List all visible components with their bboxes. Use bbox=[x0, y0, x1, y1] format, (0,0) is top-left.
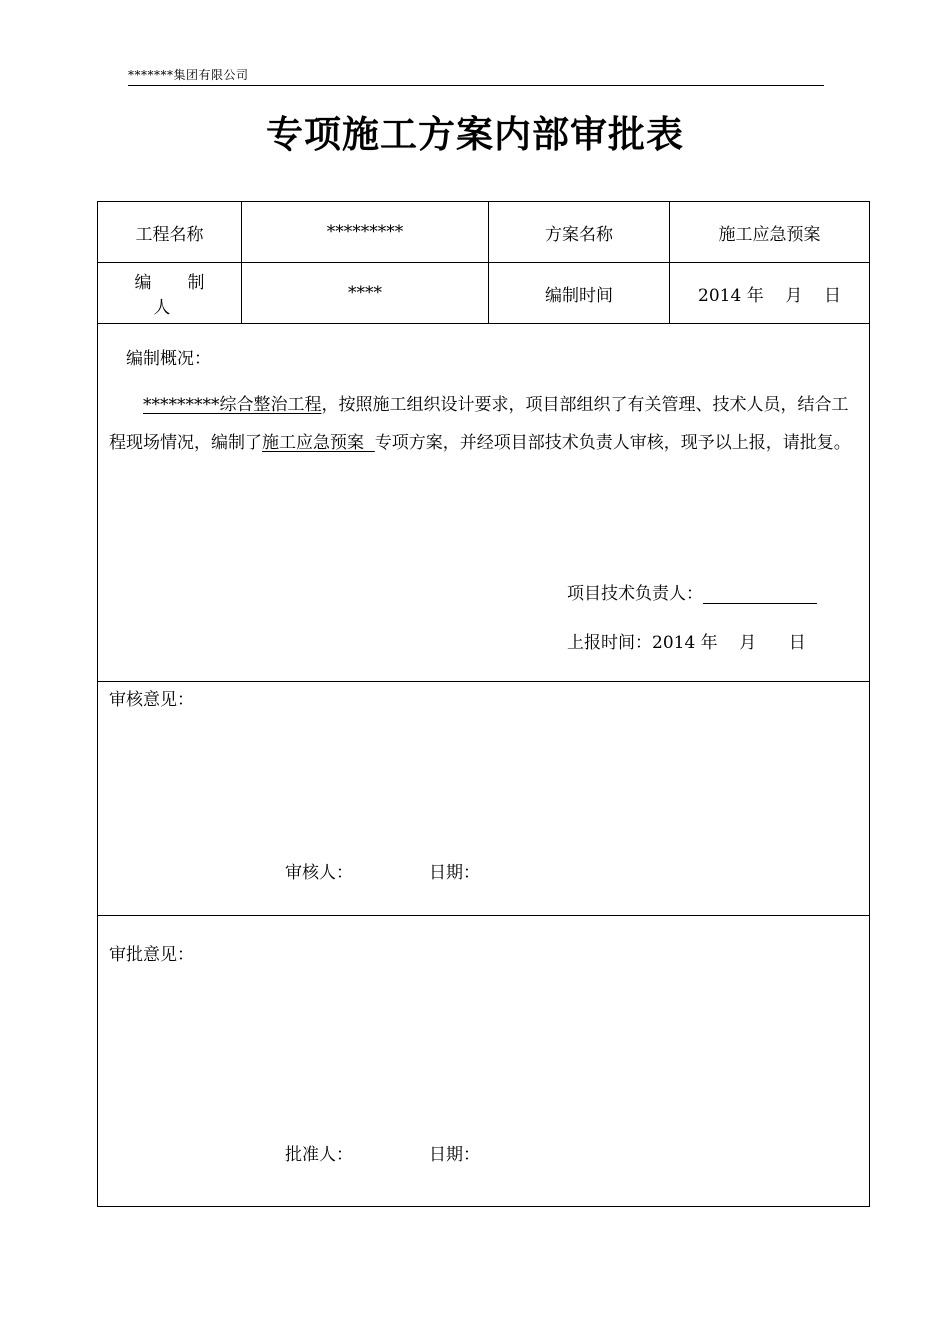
overview-text bbox=[109, 386, 861, 462]
review-date-label: 日期： bbox=[429, 863, 480, 883]
review-section bbox=[98, 682, 870, 916]
approval-heading: 审批意见： bbox=[109, 945, 194, 965]
compile-time-label: 编制时间 bbox=[489, 263, 670, 324]
author-label: 编 制 人 bbox=[134, 273, 220, 318]
project-name-label: 工程名称 bbox=[98, 202, 242, 263]
plan-name-label: 方案名称 bbox=[489, 202, 670, 263]
compile-time-value: 2014 年 月 日 bbox=[670, 263, 870, 324]
tech-lead-signature-blank bbox=[703, 583, 817, 604]
overview-text-part1: ，按照施工组织设计要求，项目部组织了有关管理、技术人员，结合工程现场情况，编制了 bbox=[109, 395, 849, 453]
approval-date-label: 日期： bbox=[429, 1145, 480, 1165]
approver-label: 批准人： bbox=[285, 1145, 353, 1165]
author-value: **** bbox=[242, 263, 489, 324]
approval-form-table bbox=[97, 201, 870, 1207]
company-name: *******集团有限公司 bbox=[128, 68, 249, 82]
form-row-project bbox=[98, 202, 870, 263]
approval-section bbox=[98, 916, 870, 1207]
form-row-approval bbox=[98, 916, 870, 1207]
header-rule bbox=[128, 85, 824, 86]
tech-lead-line bbox=[567, 579, 817, 604]
overview-plan-name: 施工应急预案 bbox=[262, 433, 375, 453]
author-label-cell bbox=[98, 263, 242, 324]
form-row-review bbox=[98, 682, 870, 916]
tech-lead-label: 项目技术负责人： bbox=[567, 584, 703, 604]
form-row-author bbox=[98, 263, 870, 324]
form-row-overview bbox=[98, 324, 870, 682]
reviewer-label: 审核人： bbox=[285, 863, 353, 883]
overview-section bbox=[98, 324, 870, 682]
overview-heading: 编制概况： bbox=[126, 349, 211, 369]
plan-name-value: 施工应急预案 bbox=[670, 202, 870, 263]
project-name-value: ********* bbox=[242, 202, 489, 263]
review-heading: 审核意见： bbox=[109, 690, 194, 710]
document-title: 专项施工方案内部审批表 bbox=[266, 113, 684, 156]
overview-text-part2: 专项方案，并经项目部技术负责人审核，现予以上报，请批复。 bbox=[374, 433, 851, 453]
report-time: 上报时间：2014 年 月 日 bbox=[567, 633, 806, 653]
overview-project-name: *********综合整治工程 bbox=[143, 395, 322, 415]
